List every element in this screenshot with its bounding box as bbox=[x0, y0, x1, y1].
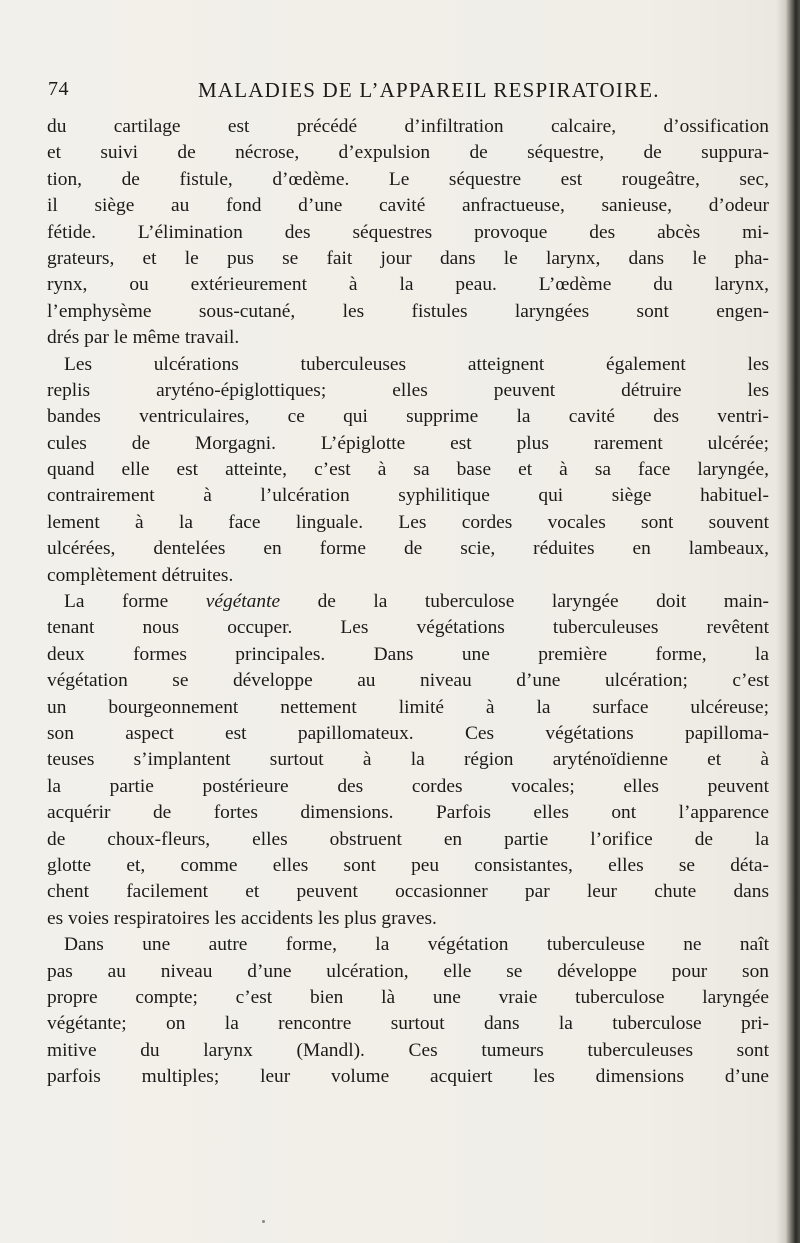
text-line: Dans une autre forme, la végétation tuberculeuse ne naît bbox=[64, 934, 769, 956]
text-line: chent facilement et peuvent occasionner par leur chute dans bbox=[47, 881, 769, 903]
text-line: lement à la face linguale. Les cordes vocales sont souvent bbox=[47, 511, 769, 533]
text-line: du cartilage est précédé d’infiltration calcaire, d’ossification bbox=[47, 116, 769, 137]
binding-shadow bbox=[776, 0, 786, 1243]
text-line: bandes ventriculaires, ce qui supprime la cavité des ventri- bbox=[47, 406, 769, 428]
text-line: contrairement à l’ulcération syphilitique qui siège habituel- bbox=[47, 485, 769, 507]
text-line: drés par le même travail. bbox=[47, 327, 240, 349]
text-line: propre compte; c’est bien là une vraie tuberculose laryngée bbox=[47, 986, 769, 1008]
page-binding-edge bbox=[786, 0, 800, 1243]
text-line: l’emphysème sous-cutané, les fistules laryngées sont engen- bbox=[47, 300, 769, 322]
text-line: acquérir de fortes dimensions. Parfois elles ont l’apparence bbox=[47, 802, 769, 824]
text-line: complètement détruites. bbox=[47, 564, 234, 586]
running-title: MALADIES DE L’APPAREIL RESPIRATOIRE. bbox=[198, 78, 660, 102]
text-line: tenant nous occuper. Les végétations tuberculeuses revêtent bbox=[47, 617, 769, 639]
running-header bbox=[48, 78, 768, 108]
text-line: tion, de fistule, d’œdème. Le séquestre est rougeâtre, sec, bbox=[47, 168, 769, 190]
text-line: mitive du larynx (Mandl). Ces tumeurs tuberculeuses sont bbox=[47, 1039, 769, 1061]
text-line: végétation se développe au niveau d’une ulcération; c’est bbox=[47, 670, 769, 692]
text-line: replis aryténo-épiglottiques; elles peuvent détruire les bbox=[47, 379, 769, 401]
text-line: Les ulcérations tuberculeuses atteignent également les bbox=[64, 353, 769, 375]
text-line: et suivi de nécrose, d’expulsion de séquestre, de suppura- bbox=[47, 142, 769, 164]
body-text bbox=[47, 114, 769, 1090]
text-line: grateurs, et le pus se fait jour dans le larynx, dans le pha- bbox=[47, 247, 769, 269]
text-line: de choux-fleurs, elles obstruent en partie l’orifice de la bbox=[47, 828, 769, 850]
text-line: la partie postérieure des cordes vocales; elles peuvent bbox=[47, 775, 769, 797]
text-line: végétante; on la rencontre surtout dans la tuberculose pri- bbox=[47, 1013, 769, 1035]
text-line: pas au niveau d’une ulcération, elle se développe pour son bbox=[47, 960, 769, 982]
text-line: fétide. L’élimination des séquestres provoque des abcès mi- bbox=[47, 221, 769, 243]
text-line: glotte et, comme elles sont peu consistantes, elles se déta- bbox=[47, 854, 769, 876]
text-line: La forme végétante de la tuberculose laryngée doit main- bbox=[64, 591, 769, 613]
paper-speck bbox=[262, 1220, 265, 1223]
text-line: cules de Morgagni. L’épiglotte est plus rarement ulcérée; bbox=[47, 432, 769, 454]
text-line: quand elle est atteinte, c’est à sa base et à sa face laryngée, bbox=[47, 459, 769, 481]
text-line: il siège au fond d’une cavité anfractueuse, sanieuse, d’odeur bbox=[47, 195, 769, 217]
page-number: 74 bbox=[48, 78, 69, 100]
text-line: deux formes principales. Dans une première forme, la bbox=[47, 643, 769, 665]
text-line: parfois multiples; leur volume acquiert les dimensions d’une bbox=[47, 1066, 769, 1088]
text-line: es voies respiratoires les accidents les plus graves. bbox=[47, 907, 437, 929]
text-line: son aspect est papillomateux. Ces végétations papilloma- bbox=[47, 722, 769, 744]
text-line: ulcérées, dentelées en forme de scie, réduites en lambeaux, bbox=[47, 538, 769, 560]
text-line: rynx, ou extérieurement à la peau. L’œdème du larynx, bbox=[47, 274, 769, 296]
text-line: un bourgeonnement nettement limité à la surface ulcéreuse; bbox=[47, 696, 769, 718]
text-line: teuses s’implantent surtout à la région aryténoïdienne et à bbox=[47, 749, 769, 771]
